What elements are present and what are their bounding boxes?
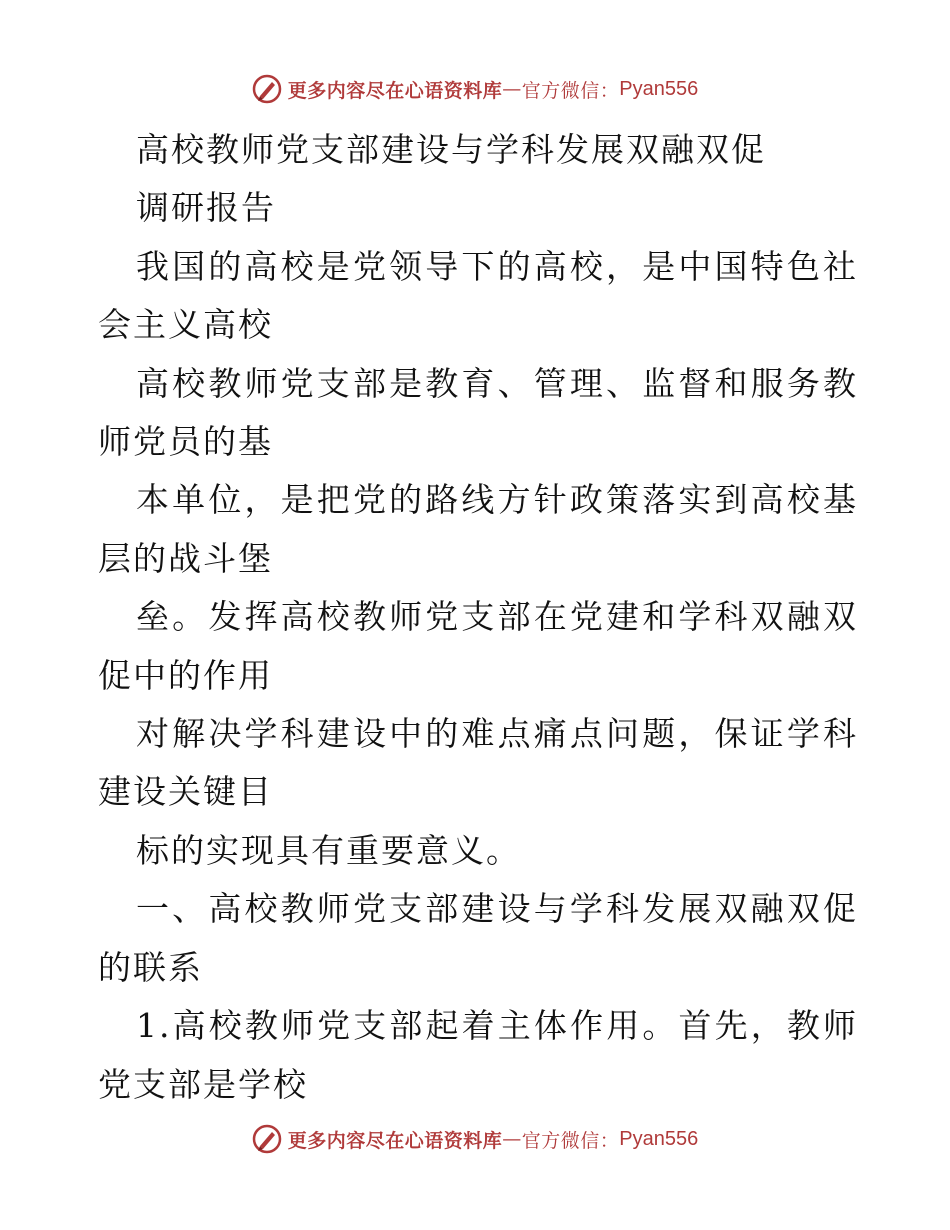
watermark-dash: — bbox=[502, 1128, 522, 1150]
paragraph-3: 本单位，是把党的路线方针政策落实到高校基层的战斗堡 bbox=[98, 480, 858, 578]
paragraph-7: 1.高校教师党支部起着主体作用。首先，教师党支部是学校 bbox=[98, 1006, 858, 1104]
paragraph-5: 对解决学科建设中的难点痛点问题，保证学科建设关键目 bbox=[98, 714, 858, 812]
watermark-wechat-id: Pyan556 bbox=[619, 1127, 699, 1150]
watermark-site-text: 更多内容尽在心语资料库 bbox=[287, 79, 503, 102]
pen-logo-icon bbox=[252, 74, 282, 104]
document-body bbox=[98, 121, 858, 1114]
watermark-label: 官方微信： bbox=[521, 1129, 620, 1152]
footer-watermark bbox=[0, 1122, 950, 1156]
watermark-dash: — bbox=[502, 78, 522, 100]
section-heading-1: 一、高校教师党支部建设与学科发展双融双促的联系 bbox=[98, 889, 858, 987]
pen-logo-icon bbox=[252, 1124, 282, 1154]
watermark-wechat-id: Pyan556 bbox=[619, 77, 699, 100]
watermark-site-text: 更多内容尽在心语资料库 bbox=[287, 1129, 503, 1152]
paragraph-2: 高校教师党支部是教育、管理、监督和服务教师党员的基 bbox=[98, 363, 858, 462]
paragraph-4: 垒。发挥高校教师党支部在党建和学科双融双促中的作用 bbox=[98, 597, 858, 695]
header-watermark bbox=[0, 72, 950, 106]
paragraph-1: 我国的高校是党领导下的高校，是中国特色社会主义高校 bbox=[98, 246, 858, 345]
document-title-line-1: 高校教师党支部建设与学科发展双融双促 bbox=[136, 130, 766, 169]
document-title-line-2: 调研报告 bbox=[136, 188, 276, 228]
paragraph-6: 标的实现具有重要意义。 bbox=[136, 830, 521, 870]
watermark-label: 官方微信： bbox=[521, 79, 620, 102]
